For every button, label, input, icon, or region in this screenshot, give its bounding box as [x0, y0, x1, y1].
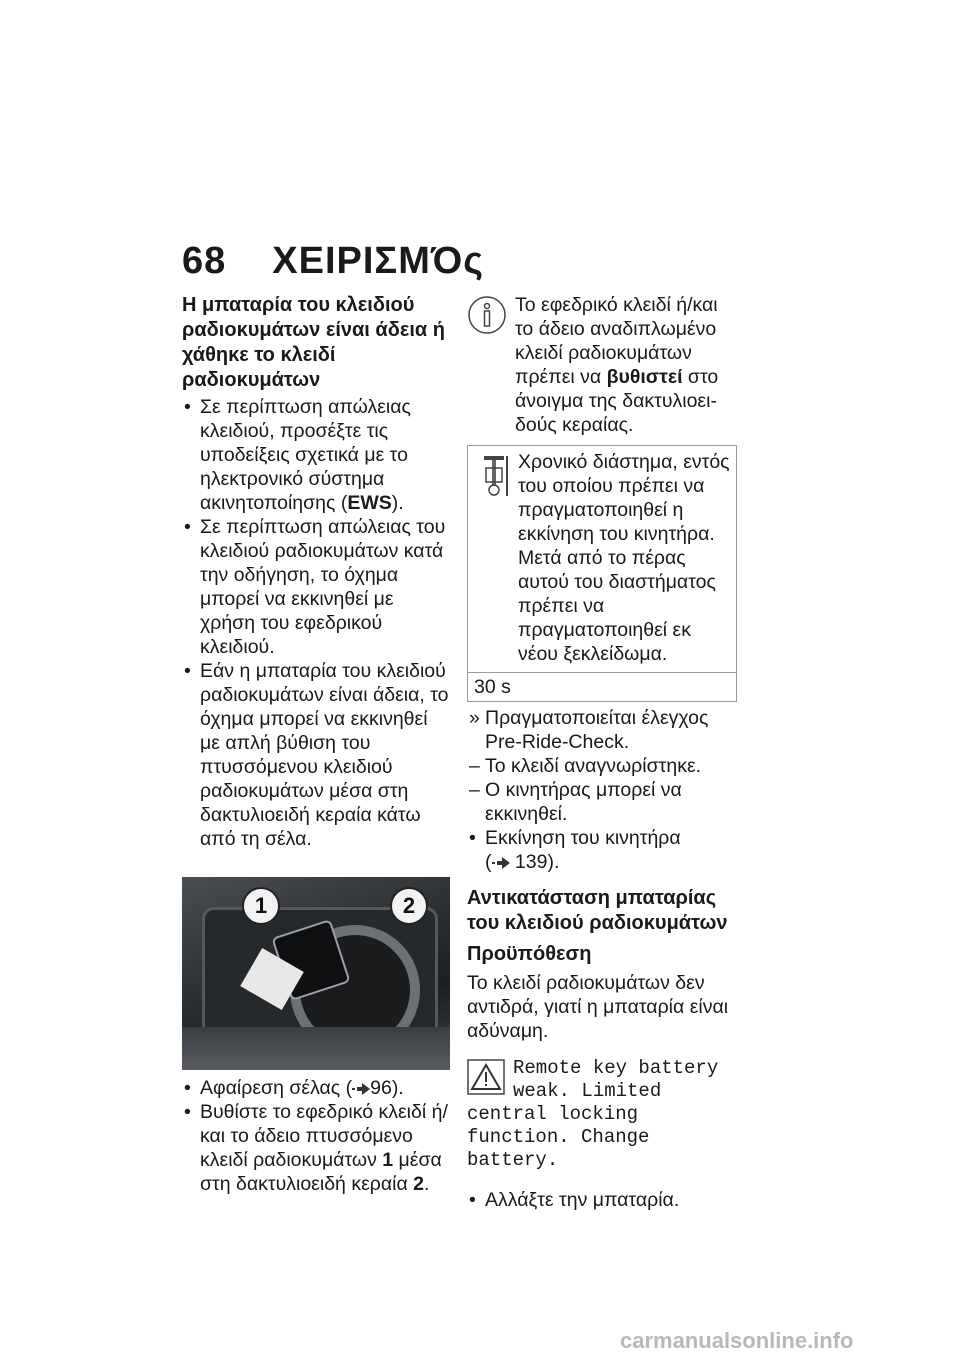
- list-item: • Σε περίπτωση απώλειας κλειδιού, προσέξτε τις υποδείξεις σχετικά με το ηλεκτρονικό σύστημα ακινητοποίησης (EWS).: [184, 396, 411, 514]
- page-ref[interactable]: 96: [370, 1077, 392, 1099]
- left-column: [182, 293, 450, 1196]
- warning-icon: [467, 1059, 505, 1095]
- page-ref-arrow-icon: [352, 1083, 370, 1095]
- timeout-text: Χρονικό διάστημα, εντός του οποίου πρέπει να πραγματοποιηθεί η εκκίνηση του κινητήρα. Μετά από το πέρας αυτού του διαστήματος πρέπει να πραγματοποιηθεί εκ νέου ξεκλείδωμα.: [518, 451, 730, 665]
- info-note: Το εφεδρικό κλειδί ή/και το άδειο αναδιπλωμένο κλειδί ραδιοκυμάτων πρέπει να βυθιστεί στο άνοιγμα της δακτυλιοειδούς κεραίας.: [467, 293, 737, 437]
- list-item: – Το κλειδί αναγνωρίστηκε.: [469, 755, 702, 777]
- info-icon: [467, 295, 507, 335]
- page-number: 68: [182, 240, 227, 282]
- chapter-title: ΧΕΙΡΙΣΜΌς: [272, 240, 484, 282]
- section-heading: Αντικατάσταση μπαταρίας του κλειδιού ραδιοκυμάτων: [467, 887, 728, 934]
- subheading: Προϋπόθεση: [467, 943, 592, 965]
- photo-bottom: [182, 1027, 450, 1070]
- list-item: – Ο κινητήρας μπορεί να εκκινηθεί.: [469, 779, 682, 825]
- timeout-value: 30 s: [468, 672, 736, 701]
- watermark: carmanualsonline.info: [620, 1328, 854, 1353]
- timer-icon: [482, 454, 512, 498]
- list-item: • Αφαίρεση σέλας ( 96).: [184, 1077, 404, 1099]
- result-item: » Πραγματοποιείται έλεγχος Pre-Ride-Check.: [469, 707, 709, 753]
- list-item: • Σε περίπτωση απώλειας του κλειδιού ραδιοκυμάτων κατά την οδήγηση, το όχημα μπορεί να εκκινηθεί με χρήση του εφεδρικού κλειδιού.: [184, 516, 446, 658]
- list-item: • Εάν η μπαταρία του κλειδιού ραδιοκυμάτων είναι άδεια, το όχημα μπορεί να εκκινηθεί με απλή βύθιση του πτυσσόμενου κλειδιού ραδιοκυμάτων μέσα στη δακτυλιοειδή κεραία κάτω από τη σέλα.: [184, 660, 449, 850]
- list-item: • Αλλάξτε την μπαταρία.: [469, 1189, 680, 1211]
- section-heading: Η μπαταρία του κλειδιού ραδιοκυμάτων είναι άδεια ή χάθηκε το κλειδί ραδιοκυμάτων: [182, 294, 445, 391]
- page-ref[interactable]: 139: [514, 851, 548, 873]
- seat-area-photo: [182, 877, 450, 1070]
- page-ref-arrow-icon: [492, 857, 510, 869]
- condition-text: Το κλειδί ραδιοκυμάτων δεν αντιδρά, γιατί η μπαταρία είναι αδύναμη.: [467, 972, 729, 1042]
- display-message: Remote key battery weak. Limited central locking function. Change battery.: [467, 1057, 719, 1171]
- callout-2: 2: [390, 887, 428, 925]
- right-column: [467, 293, 737, 1212]
- page-header: [182, 240, 484, 283]
- list-item: • Βυθίστε το εφεδρικό κλειδί ή/ και το άδειο πτυσσόμενο κλειδί ραδιοκυμάτων 1 μέσα στη δακτυλιοειδή κεραία 2.: [184, 1101, 448, 1195]
- list-item: • Εκκίνηση του κινητήρα ( 139).: [469, 827, 681, 873]
- timeout-box: [467, 445, 737, 702]
- callout-1: 1: [242, 887, 280, 925]
